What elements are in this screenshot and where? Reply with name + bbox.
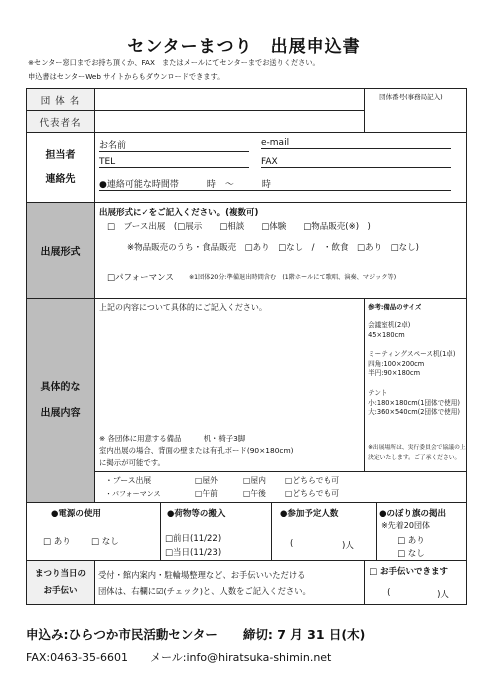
equipment-note-2: 室内出展の場合、背面の壁または有孔ボード(90×180cm) [99,446,294,455]
format-booth-options[interactable]: □ ブース出展 (□展示 □相談 □体験 □物品販売(※) ) [107,222,371,232]
apply-deadline: 申込み:ひらつか市民活動センター 締切: 7 月 31 日(木) [26,627,366,642]
equipment-note-1: ※ 各団体に用意する備品 机・椅子3脚 [99,434,246,443]
cargo-same-day-checkbox[interactable]: □当日(11/23) [165,548,222,558]
helper-count-field[interactable] [397,588,435,598]
flag-header: ●のぼり旗の掲出 [379,509,446,519]
intro-line-1: ※センター窓口までお持ち頂くか、FAX またはメールにてセンターまでお送りください。 [28,58,320,67]
format-performance-option[interactable]: □パフォーマンス [107,273,174,283]
contact-label-line-2: 連絡先 [45,173,76,185]
power-header: ●電源の使用 [51,509,101,519]
contact-time-field[interactable] [99,177,451,191]
contact-time-mid: 時 ～ [206,180,234,190]
contact-label-line-1: 担当者 [45,149,76,161]
helper-open: ( [387,588,391,598]
people-open: ( [290,539,294,549]
ref-line: 四角:100×200cm [368,359,425,368]
flag-yes-checkbox[interactable]: □ あり [397,536,425,546]
flag-note: ※先着20団体 [381,521,430,530]
format-performance-note: ※1団体20分:準備退出時間含む (1階ホールにて歌唱、演奏、マジック等) [189,274,397,281]
performance-pm-checkbox[interactable]: □午後 [243,489,266,498]
booth-indoor-checkbox[interactable]: □屋内 [243,476,266,485]
contact-time-label: ●連絡可能な時間帯 [99,180,179,190]
email-field[interactable]: e-mail [261,138,451,149]
application-form-table [26,88,467,605]
booth-outdoor-checkbox[interactable]: □屋外 [195,476,218,485]
ref-line: ミーティングスペース机(1卓) [368,350,456,359]
contact-info: FAX:0463-35-6601 メール:info@hiratsuka-shimin.net [26,651,332,664]
location-note-1: ※出展場所は、実行委員会で協議の上 [368,445,466,451]
helper-text-1: 受付・館内案内・駐輪場整理など、お手伝いいただける [98,570,306,580]
detail-label [27,299,95,503]
name-field[interactable]: お名前 [99,138,249,152]
flag-no-checkbox[interactable]: □ なし [397,549,425,559]
people-header: ●参加予定人数 [280,509,339,519]
representative-label: 代表者名 [27,111,95,133]
representative-field[interactable] [95,111,365,133]
ref-line: 会議室机(2卓) [368,321,411,329]
helper-label [27,561,95,605]
helper-label-line-1: まつり当日の [34,568,86,579]
detail-label-line-1: 具体的な [40,381,81,393]
format-food-options[interactable]: ※物品販売のうち・食品販売 □あり □なし / ・飲食 □あり □なし) [127,243,419,253]
group-number-note: 団体番号(事務局記入) [379,93,443,101]
people-count-field[interactable] [300,539,340,549]
detail-label-line-2: 出展内容 [40,407,81,419]
ref-line: テント [368,388,388,397]
reference-title: 参考:備品のサイズ [368,303,422,311]
booth-either-checkbox[interactable]: □どちらでも可 [285,476,340,485]
group-name-field[interactable] [95,89,365,111]
ref-spacer [368,379,460,389]
performance-time-label: ・パフォーマンス [105,490,161,498]
contact-label [27,133,95,203]
power-no-checkbox[interactable]: □ なし [91,537,119,547]
cargo-prev-day-checkbox[interactable]: □前日(11/22) [165,534,222,544]
tel-field[interactable]: TEL [99,157,249,168]
fax-field[interactable]: FAX [261,157,451,168]
detail-instruction: 上記の内容について具体的にご記入ください。 [99,303,267,312]
group-name-label: 団 体 名 [27,89,95,111]
ref-line: 半円:90×180cm [368,369,421,378]
detail-text-area[interactable] [99,319,335,431]
performance-am-checkbox[interactable]: □午前 [195,489,218,498]
equipment-note-3: に掲示が可能です。 [99,458,165,467]
people-close: )人 [342,541,354,551]
helper-close: )人 [437,590,449,600]
ref-spacer [368,340,460,350]
power-yes-checkbox[interactable]: □ あり [43,537,71,547]
ref-line: 45×180cm [368,330,405,339]
format-label: 出展形式 [27,203,95,299]
cargo-header: ●荷物等の搬入 [167,509,226,519]
reference-sizes [368,321,460,418]
location-note-2: 決定いたします。ご了承ください。 [368,455,461,461]
format-instruction: 出展形式に✓をご記入ください。(複数可) [99,208,259,218]
helper-text-2: 団体は、右欄に☑(チェック)と、人数をご記入ください。 [98,586,311,596]
booth-location-label: ・ブース出展 [105,476,152,485]
contact-time-end: 時 [261,180,271,190]
ref-line: 大:360×540cm(2団体で使用) [368,408,460,417]
form-title: センターまつり 出展申込書 [127,37,361,57]
intro-line-2: 申込書はセンターWeb サイトからもダウンロードできます。 [28,72,225,81]
ref-line: 小:180×180cm(1団体で使用) [368,398,460,407]
can-help-checkbox[interactable]: □ お手伝いできます [369,567,449,577]
performance-either-checkbox[interactable]: □どちらでも可 [285,489,340,498]
helper-label-line-2: お手伝い [43,585,78,596]
